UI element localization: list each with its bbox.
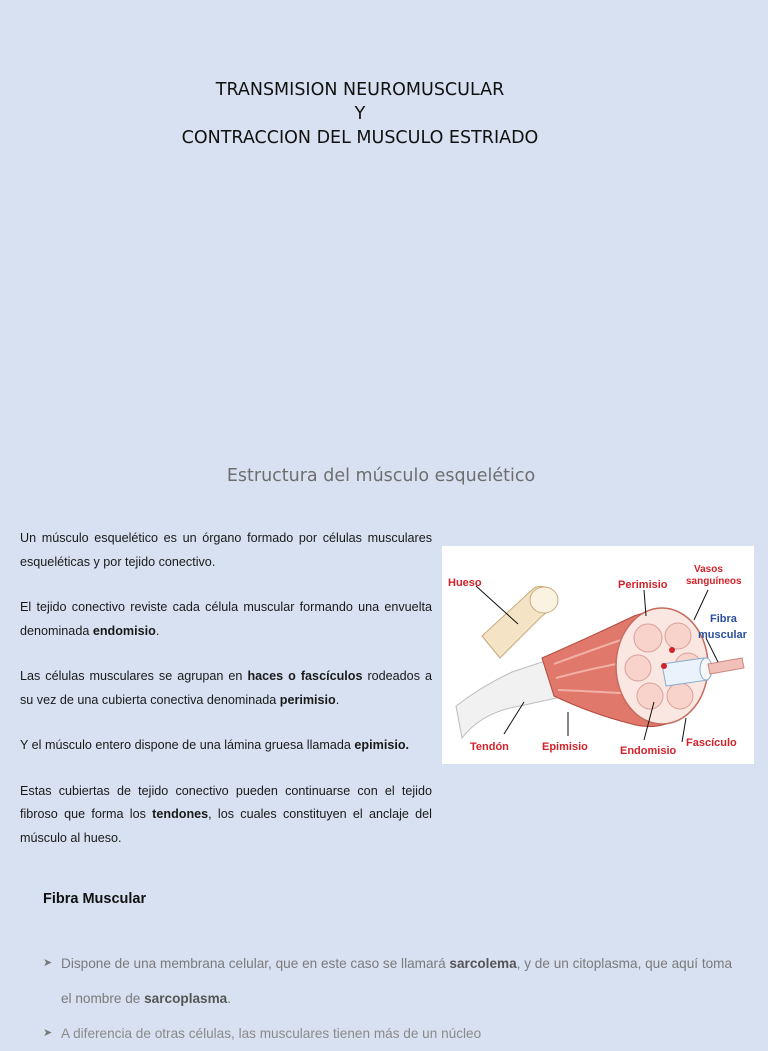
term-fasciculos: haces o fascículos [247,669,363,683]
label-hueso: Hueso [448,577,482,589]
section-heading: Estructura del músculo esquelético [226,466,536,486]
term-perimisio: perimisio [279,692,336,707]
arrow-bullet-icon: ➤ [43,1027,53,1039]
bone-end [530,587,558,613]
document-title [0,78,720,150]
muscle-illustration [442,546,754,764]
label-fasciculo: Fascículo [686,737,737,749]
muscle-structure-diagram [442,546,754,764]
paragraph-4: Y el músculo entero dispone de una lámina gruesa llamada epimisio. [20,738,410,752]
structure-description [20,527,432,872]
paragraph-1: Un músculo esquelético es un órgano formado por células musculares esqueléticas y por tejido conectivo. [20,531,432,569]
paragraph-5: Estas cubiertas de tejido conectivo pueden continuarse con el tejido fibroso que forma los tendones, los cuales constituyen el anclaje del músculo al hueso. [20,783,432,845]
arrow-bullet-icon: ➤ [43,957,53,969]
bullet-item-2: ➤ A diferencia de otras células, las musculares tienen más de un núcleo [43,1016,743,1051]
term-tendones: tendones [152,807,209,821]
muscle-fiber [708,658,744,674]
label-endomisio: Endomisio [620,745,677,757]
label-epimisio: Epimisio [542,741,588,753]
label-tendon: Tendón [470,741,509,753]
paragraph-3: Las células musculares se agrupan en haces o fascículos rodeados a su vez de una cubierta conectiva denominada perimisio. [20,669,432,707]
term-sarcolema: sarcolema [449,956,517,971]
fibra-muscular-heading: Fibra Muscular [43,891,147,907]
label-muscular: muscular [698,629,747,641]
label-fibra: Fibra [710,613,737,625]
title-line-2: Y [354,104,366,124]
bullet-item-1: ➤ Dispone de una membrana celular, que en este caso se llamará sarcolema, y de un citoplasma, que aquí toma el nombre de sarcoplasma. [43,946,743,1016]
title-line-3: CONTRACCION DEL MUSCULO ESTRIADO [181,128,539,148]
term-epimisio: epimisio. [354,738,410,752]
term-endomisio: endomisio [92,623,156,638]
fibra-bullet-list [43,946,743,1051]
title-line-1: TRANSMISION NEUROMUSCULAR [215,80,505,100]
paragraph-2: El tejido conectivo reviste cada célula muscular formando una envuelta denominada endomisio. [20,600,432,638]
label-vasos: Vasos [694,564,723,575]
term-sarcoplasma: sarcoplasma [144,991,228,1006]
label-perimisio: Perimisio [618,579,668,591]
label-sanguineos: sanguíneos [686,576,742,587]
